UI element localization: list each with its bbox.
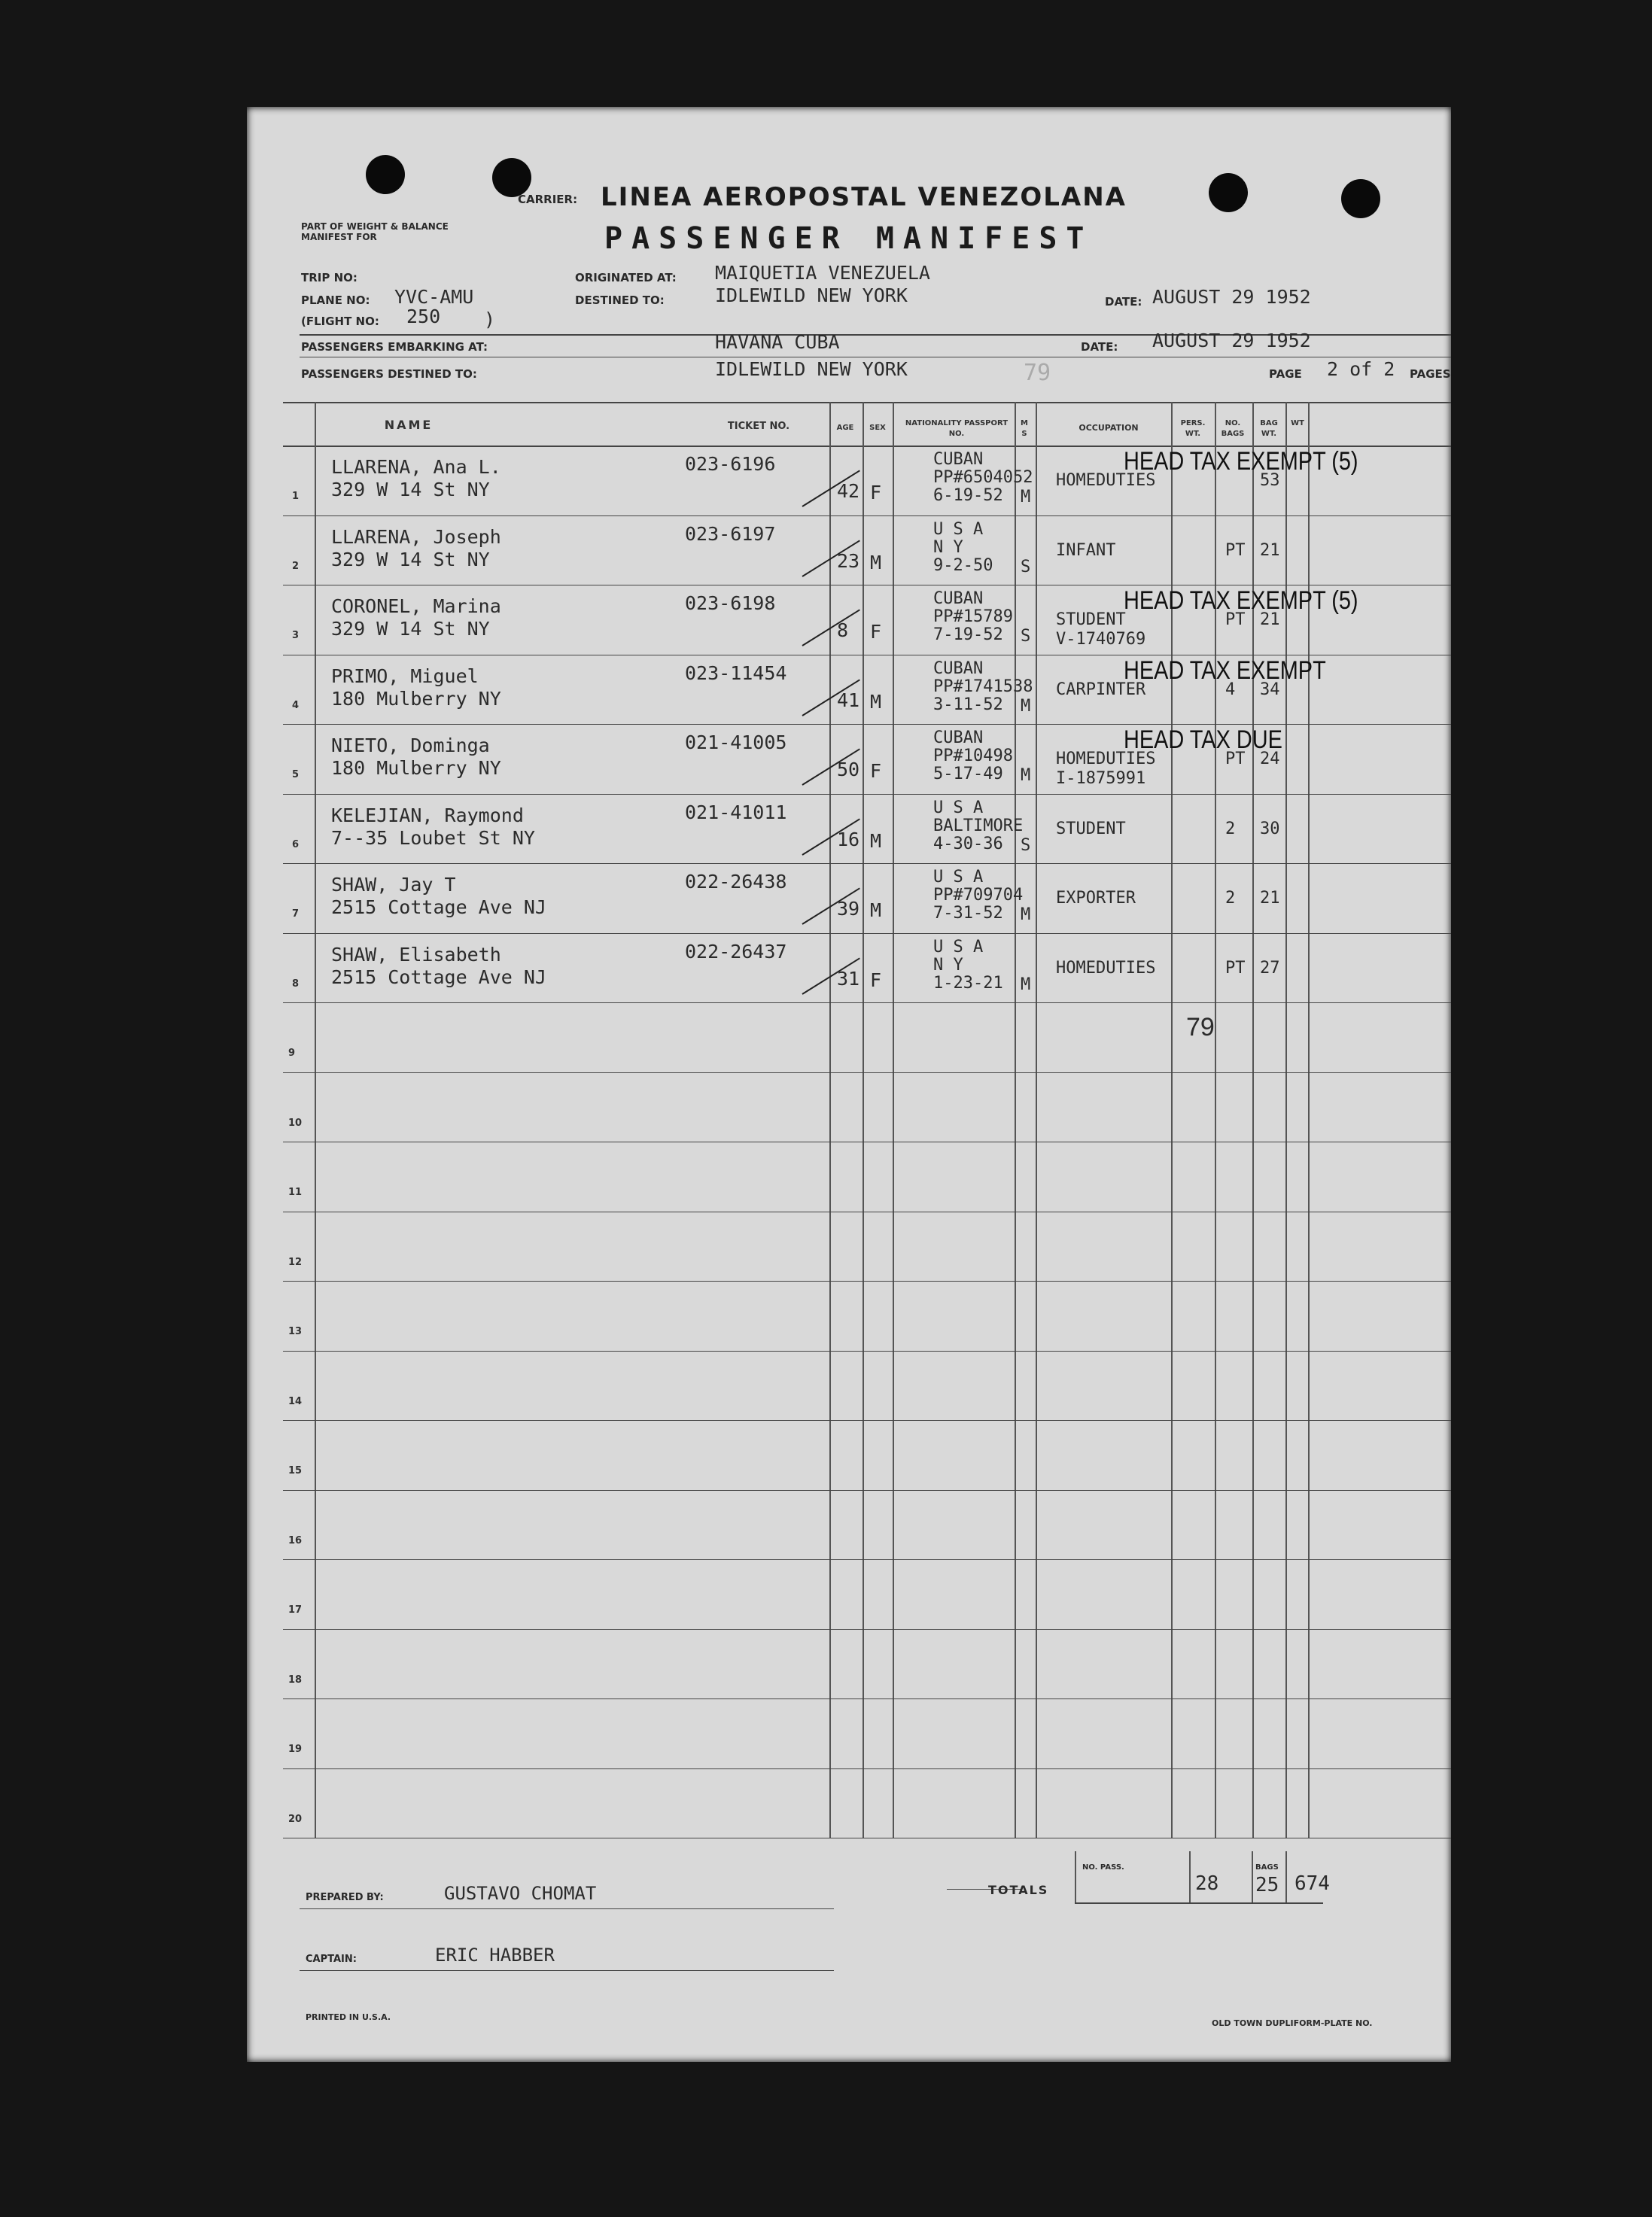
passenger-name: LLARENA, Ana L. [331, 456, 501, 478]
col-header-ms: M S [1021, 419, 1028, 438]
passport-value: N Y [933, 537, 963, 557]
destined-value: IDLEWILD NEW YORK [715, 284, 908, 306]
bag-weight-value: 27 [1260, 958, 1280, 978]
row-number: 5 [292, 769, 300, 780]
passport-date: 7-19-52 [933, 625, 1003, 644]
column-divider [1171, 402, 1173, 1838]
age-value: 41 [837, 689, 860, 711]
col-header-pers-wt: PERS. WT. [1180, 419, 1206, 438]
passenger-address: 2515 Cottage Ave NJ [331, 966, 546, 988]
marital-status: S [1021, 627, 1031, 646]
bag-weight-value: 21 [1260, 540, 1280, 560]
col-header-sex: SEX [869, 424, 886, 432]
captain-value: ERIC HABBER [435, 1945, 555, 1966]
manifest-title: PASSENGER MANIFEST [604, 221, 1094, 256]
nationality-value: U S A [933, 937, 984, 956]
printed-label: PRINTED IN U.S.A. [306, 2012, 391, 2022]
row-number: 9 [288, 1048, 296, 1059]
col-header-wt: WT [1291, 419, 1304, 427]
row-number: 3 [292, 630, 300, 641]
sex-value: M [870, 899, 882, 921]
passenger-address: 329 W 14 St NY [331, 618, 490, 640]
age-value: 42 [837, 480, 860, 502]
passport-value: PP#1741538 [933, 677, 1033, 696]
column-divider [315, 402, 316, 1838]
passport-value: PP#10498 [933, 747, 1013, 765]
passenger-name: NIETO, Dominga [331, 734, 490, 756]
age-value: 8 [837, 619, 849, 641]
faint-number: 79 [1024, 360, 1051, 386]
row-divider [283, 1002, 1451, 1003]
nationality-value: CUBAN [933, 450, 984, 469]
bags-value: 2 [1225, 889, 1236, 908]
row-divider [283, 1351, 1451, 1352]
column-divider [1015, 402, 1016, 1838]
row-number: 7 [292, 908, 300, 920]
totals-box-rule [1075, 1902, 1323, 1904]
plane-label: PLANE NO: [301, 293, 370, 307]
footer-rule [300, 1908, 834, 1909]
bag-weight-value: 53 [1260, 471, 1280, 490]
nationality-value: U S A [933, 868, 984, 886]
bags-total-label: BAGS [1255, 1863, 1279, 1872]
page-value: 2 of 2 [1327, 358, 1395, 380]
row-number: 4 [292, 699, 300, 711]
col-header-name: NAME [384, 418, 434, 432]
bags-value: PT [1225, 750, 1246, 768]
passenger-address: 2515 Cottage Ave NJ [331, 896, 546, 918]
totals-divider [1189, 1851, 1191, 1902]
col-header-occupation: OCCUPATION [1079, 423, 1139, 433]
column-divider [863, 402, 864, 1838]
embark-date-value: AUGUST 29 1952 [1152, 330, 1311, 351]
row-divider [283, 1768, 1451, 1769]
ticket-number: 023-6198 [685, 592, 776, 614]
bags-value: PT [1225, 610, 1246, 629]
bags-value: PT [1225, 540, 1246, 560]
passenger-name: KELEJIAN, Raymond [331, 804, 524, 826]
passport-date: 6-19-52 [933, 486, 1003, 505]
row-divider [283, 933, 1451, 934]
passport-value: PP#709704 [933, 886, 1024, 905]
row-divider [283, 1490, 1451, 1491]
nationality-value: CUBAN [933, 589, 984, 608]
passenger-name: SHAW, Jay T [331, 874, 456, 896]
occupation-extra: I-1875991 [1056, 769, 1146, 788]
occupation-value: EXPORTER [1056, 889, 1136, 908]
embarking-label: PASSENGERS EMBARKING AT: [301, 340, 488, 354]
age-value: 31 [837, 967, 860, 990]
age-value: 50 [837, 759, 860, 780]
column-divider [1285, 402, 1287, 1838]
row-divider [283, 1698, 1451, 1699]
row-number: 15 [288, 1465, 303, 1476]
occupation-value: HOMEDUTIES [1056, 471, 1156, 490]
part-of-label: PART OF WEIGHT & BALANCE MANIFEST FOR [301, 221, 449, 242]
row-number: 11 [288, 1187, 303, 1198]
column-divider [893, 402, 894, 1838]
passport-date: 7-31-52 [933, 904, 1003, 923]
no-pass-value: 28 [1195, 1872, 1219, 1895]
carrier-label: CARRIER: [518, 193, 578, 206]
passenger-address: 329 W 14 St NY [331, 548, 490, 570]
flight-number: 250 [406, 306, 441, 327]
column-divider [1036, 402, 1037, 1838]
row-divider [283, 1629, 1451, 1630]
marital-status: M [1021, 766, 1031, 785]
nationality-value: CUBAN [933, 658, 984, 678]
row-divider [283, 863, 1451, 864]
sex-value: M [870, 551, 882, 573]
occupation-value: HOMEDUTIES [1056, 958, 1156, 978]
column-divider [829, 402, 831, 1838]
destined2-value: IDLEWILD NEW YORK [715, 358, 908, 380]
ticket-number: 021-41005 [685, 731, 787, 753]
head-tax-stamp: HEAD TAX EXEMPT [1124, 655, 1326, 685]
row-number: 18 [288, 1674, 303, 1686]
pages-label: PAGES [1410, 367, 1451, 381]
passenger-address: 180 Mulberry NY [331, 687, 501, 710]
flight-label: (FLIGHT NO: [301, 315, 379, 328]
bags-value: 4 [1225, 680, 1236, 699]
row-number: 12 [288, 1256, 303, 1268]
captain-label: CAPTAIN: [306, 1954, 357, 1965]
passport-value: PP#6504052 [933, 468, 1033, 487]
occupation-value: STUDENT [1056, 819, 1126, 838]
prepared-value: GUSTAVO CHOMAT [444, 1883, 597, 1904]
passenger-name: LLARENA, Joseph [331, 525, 501, 548]
head-tax-stamp: HEAD TAX EXEMPT (5) [1124, 447, 1358, 476]
passport-date: 4-30-36 [933, 834, 1003, 853]
row-number: 19 [288, 1744, 303, 1755]
bag-wt-total-value: 674 [1295, 1872, 1330, 1895]
row-divider [283, 724, 1451, 725]
passport-date: 9-2-50 [933, 555, 993, 575]
carrier-name: LINEA AEROPOSTAL VENEZOLANA [601, 182, 1127, 212]
passenger-name: PRIMO, Miguel [331, 664, 479, 687]
passenger-address: 180 Mulberry NY [331, 757, 501, 779]
totals-divider [1252, 1851, 1253, 1902]
prepared-label: PREPARED BY: [306, 1892, 384, 1903]
row-number: 10 [288, 1117, 303, 1129]
row9-note: 79 [1186, 1013, 1215, 1042]
row-divider [283, 515, 1451, 516]
occupation-extra: V-1740769 [1056, 630, 1146, 649]
totals-divider [1285, 1851, 1287, 1902]
row-number: 8 [292, 978, 300, 990]
ticket-number: 022-26437 [685, 940, 787, 963]
row-divider [283, 1420, 1451, 1421]
col-header-nationality: NATIONALITY PASSPORT NO. [905, 419, 1009, 438]
sex-value: M [870, 690, 882, 713]
plane-number: YVC-AMU [394, 286, 474, 308]
row-number: 6 [292, 838, 300, 850]
column-divider [1215, 402, 1216, 1838]
nationality-value: U S A [933, 798, 984, 817]
ticket-number: 021-41011 [685, 801, 787, 823]
column-divider [1308, 402, 1310, 1838]
sex-value: F [870, 760, 882, 782]
ticket-number: 023-11454 [685, 661, 787, 684]
row-divider [283, 1559, 1451, 1560]
plate-label: OLD TOWN DUPLIFORM-PLATE NO. [1212, 2018, 1373, 2028]
row-divider [283, 1072, 1451, 1073]
table-top-rule [283, 402, 1451, 403]
nationality-value: U S A [933, 519, 984, 539]
passport-date: 3-11-52 [933, 695, 1003, 714]
passenger-name: SHAW, Elisabeth [331, 943, 501, 966]
embark-date-label: DATE: [1081, 340, 1118, 354]
col-header-bag-wt: BAG WT. [1260, 419, 1278, 438]
passenger-table [247, 107, 1451, 2062]
totals-label: TOTALS [988, 1883, 1049, 1897]
occupation-value: CARPINTER [1056, 680, 1146, 699]
row-number: 20 [288, 1813, 303, 1825]
marital-status: S [1021, 557, 1031, 576]
col-header-age: AGE [836, 424, 854, 432]
passenger-address: 329 W 14 St NY [331, 479, 490, 500]
sex-value: F [870, 621, 882, 643]
originated-value: MAIQUETIA VENEZUELA [715, 262, 930, 284]
marital-status: S [1021, 835, 1031, 855]
occupation-value: INFANT [1056, 540, 1116, 560]
col-header-ticket: TICKET NO. [727, 421, 790, 432]
page-label: PAGE [1269, 367, 1302, 381]
occupation-value: STUDENT [1056, 610, 1126, 629]
passport-value: N Y [933, 955, 963, 975]
passport-value: PP#15789 [933, 607, 1013, 626]
marital-status: M [1021, 975, 1031, 994]
destined2-label: PASSENGERS DESTINED TO: [301, 367, 477, 381]
bags-value: 2 [1225, 819, 1236, 838]
head-tax-stamp: HEAD TAX DUE [1124, 725, 1282, 754]
no-pass-label: NO. PASS. [1082, 1863, 1124, 1872]
nationality-value: CUBAN [933, 728, 984, 747]
passenger-address: 7--35 Loubet St NY [331, 826, 535, 849]
age-value: 39 [837, 898, 860, 920]
ticket-number: 023-6197 [685, 522, 776, 545]
age-strike-mark [802, 609, 859, 646]
bag-weight-value: 21 [1260, 610, 1280, 629]
passport-value: BALTIMORE [933, 816, 1024, 835]
row-number: 17 [288, 1604, 303, 1616]
row-number: 2 [292, 560, 300, 572]
trip-label: TRIP NO: [301, 271, 357, 284]
bag-weight-value: 34 [1260, 680, 1280, 699]
date-value: AUGUST 29 1952 [1152, 286, 1311, 308]
row-number: 14 [288, 1395, 303, 1407]
sex-value: F [870, 482, 882, 503]
destined-label: DESTINED TO: [575, 293, 665, 307]
passport-date: 5-17-49 [933, 765, 1003, 783]
row-number: 13 [288, 1326, 303, 1337]
sex-value: M [870, 829, 882, 852]
originated-label: ORIGINATED AT: [575, 271, 677, 284]
bag-weight-value: 30 [1260, 819, 1280, 838]
flight-close: ) [484, 309, 496, 330]
bag-weight-value: 24 [1260, 750, 1280, 768]
embarking-value: HAVANA CUBA [715, 331, 840, 353]
sex-value: F [870, 969, 882, 991]
ticket-number: 023-6196 [685, 453, 776, 475]
row-number: 16 [288, 1534, 303, 1546]
row-divider [283, 1281, 1451, 1282]
date-label: DATE: [1105, 295, 1142, 309]
marital-status: M [1021, 696, 1031, 716]
bag-weight-value: 21 [1260, 889, 1280, 908]
head-tax-stamp: HEAD TAX EXEMPT (5) [1124, 586, 1358, 615]
age-value: 16 [837, 828, 860, 850]
age-value: 23 [837, 549, 860, 572]
passenger-name: CORONEL, Marina [331, 595, 501, 617]
footer-rule [300, 1970, 834, 1971]
marital-status: M [1021, 488, 1031, 506]
manifest-sheet [247, 107, 1451, 2062]
col-header-no-bags: NO. BAGS [1221, 419, 1245, 438]
row-divider [283, 794, 1451, 795]
occupation-value: HOMEDUTIES [1056, 750, 1156, 768]
row-number: 1 [292, 491, 300, 502]
passport-date: 1-23-21 [933, 973, 1003, 993]
marital-status: M [1021, 905, 1031, 924]
column-divider [1252, 402, 1254, 1838]
bags-value: PT [1225, 958, 1246, 978]
ticket-number: 022-26438 [685, 871, 787, 893]
totals-divider [1075, 1851, 1076, 1902]
bags-total-value: 25 [1255, 1874, 1279, 1896]
